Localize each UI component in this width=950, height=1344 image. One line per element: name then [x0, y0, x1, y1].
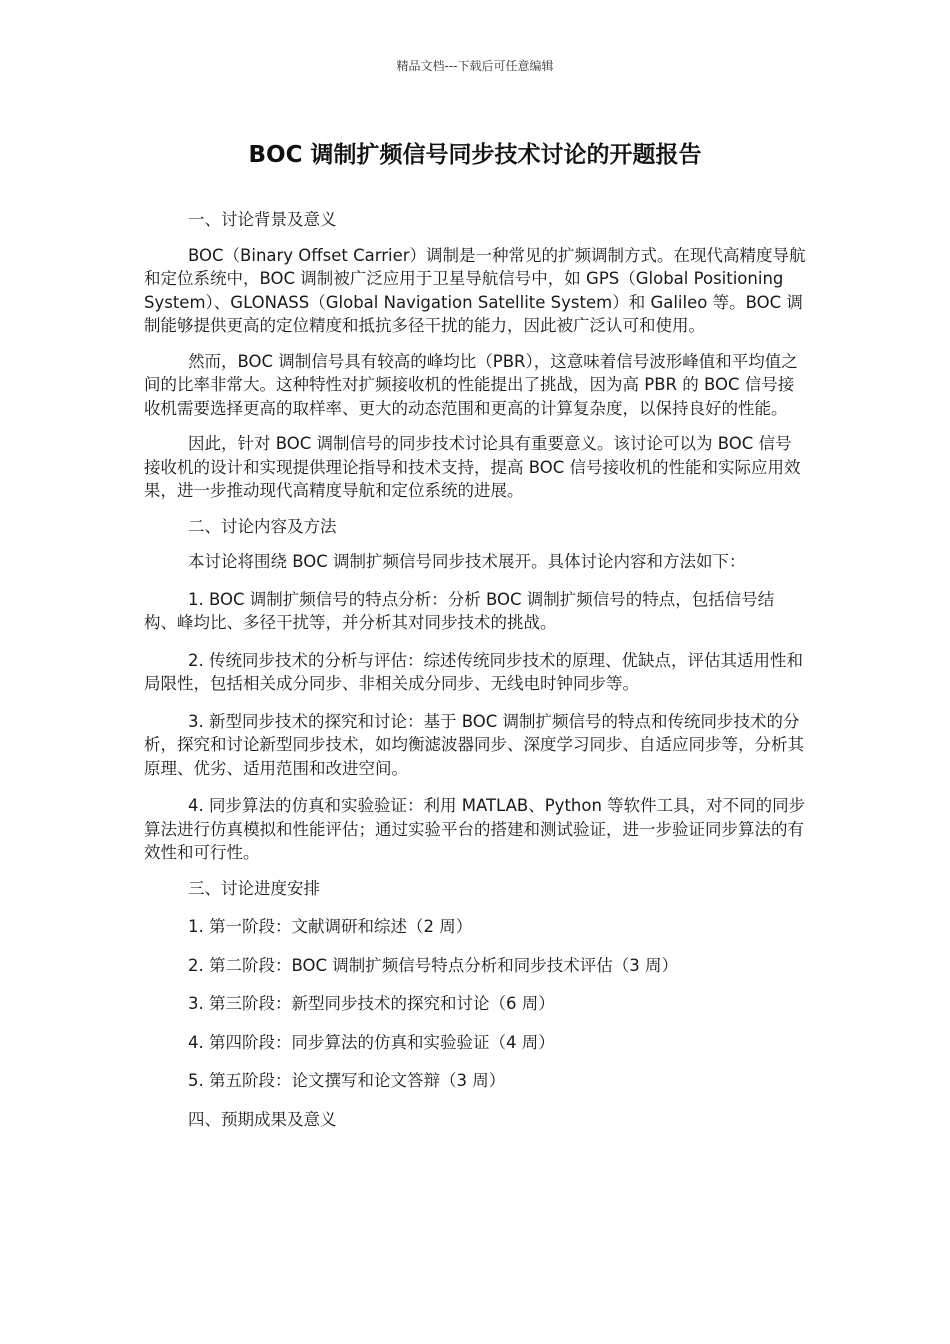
body-paragraph: 因此，针对 BOC 调制信号的同步技术讨论具有重要意义。该讨论可以为 BOC 信号接收机的设计和实现提供理论指导和技术支持，提高 BOC 信号接收机的性能和实际应用效果，进一步推动现代高精度导航和定位系统的进展。: [144, 434, 801, 500]
schedule-item: 2. 第二阶段：BOC 调制扩频信号特点分析和同步技术评估（3 周）: [188, 955, 679, 975]
list-item: 2. 传统同步技术的分析与评估：综述传统同步技术的原理、优缺点，评估其适用性和局限性，包括相关成分同步、非相关成分同步、无线电时钟同步等。: [144, 650, 803, 693]
body-paragraph: 然而，BOC 调制信号具有较高的峰均比（PBR），这意味着信号波形峰值和平均值之间的比率非常大。这种特性对扩频接收机的性能提出了挑战，因为高 PBR 的 BOC 信号接收机需要选择更高的取样率、更大的动态范围和更高的计算复杂度，以保持良好的性能。: [144, 351, 798, 418]
schedule-item: 3. 第三阶段：新型同步技术的探究和讨论（6 周）: [188, 994, 555, 1013]
schedule-item: 5. 第五阶段：论文撰写和论文答辩（3 周）: [188, 1071, 506, 1090]
list-item: 3. 新型同步技术的探究和讨论：基于 BOC 调制扩频信号的特点和传统同步技术的分析，探究和讨论新型同步技术，如均衡滤波器同步、深度学习同步、自适应同步等，分析其原理、优劣、适用范围和改进空间。: [144, 711, 804, 778]
list-item: 1. BOC 调制扩频信号的特点分析：分析 BOC 调制扩频信号的特点，包括信号结构、峰均比、多径干扰等，并分析其对同步技术的挑战。: [144, 589, 775, 632]
section-heading-schedule: 三、讨论进度安排: [188, 878, 320, 898]
schedule-item: 1. 第一阶段：文献调研和综述（2 周）: [188, 917, 473, 936]
section-heading-background: 一、讨论背景及意义: [188, 210, 337, 229]
schedule-item: 4. 第四阶段：同步算法的仿真和实验验证（4 周）: [188, 1032, 555, 1052]
body-paragraph: BOC（Binary Offset Carrier）调制是一种常见的扩频调制方式。在现代高精度导航和定位系统中，BOC 调制被广泛应用于卫星导航信号中，如 GPS（Global Positioning System）、GLONASS（Global Navigation Satellite System）和 Galileo 等。BOC 调制能够提供更高的定位精度和抵抗多径干扰的能力，因此被广泛认可和使用。: [144, 245, 806, 335]
section-heading-outcomes: 四、预期成果及意义: [188, 1109, 337, 1129]
document-title: BOC 调制扩频信号同步技术讨论的开题报告: [248, 142, 702, 168]
section-heading-content: 二、讨论内容及方法: [188, 516, 337, 536]
list-item: 4. 同步算法的仿真和实验验证：利用 MATLAB、Python 等软件工具，对不同的同步算法进行仿真模拟和性能评估；通过实验平台的搭建和测试验证，进一步验证同步算法的有效性和可行性。: [144, 796, 806, 862]
document-body: [144, 208, 806, 1131]
page-header-note: 精品文档---下载后可任意编辑: [396, 59, 554, 73]
body-paragraph: 本讨论将围绕 BOC 调制扩频信号同步技术展开。具体讨论内容和方法如下：: [188, 552, 746, 571]
